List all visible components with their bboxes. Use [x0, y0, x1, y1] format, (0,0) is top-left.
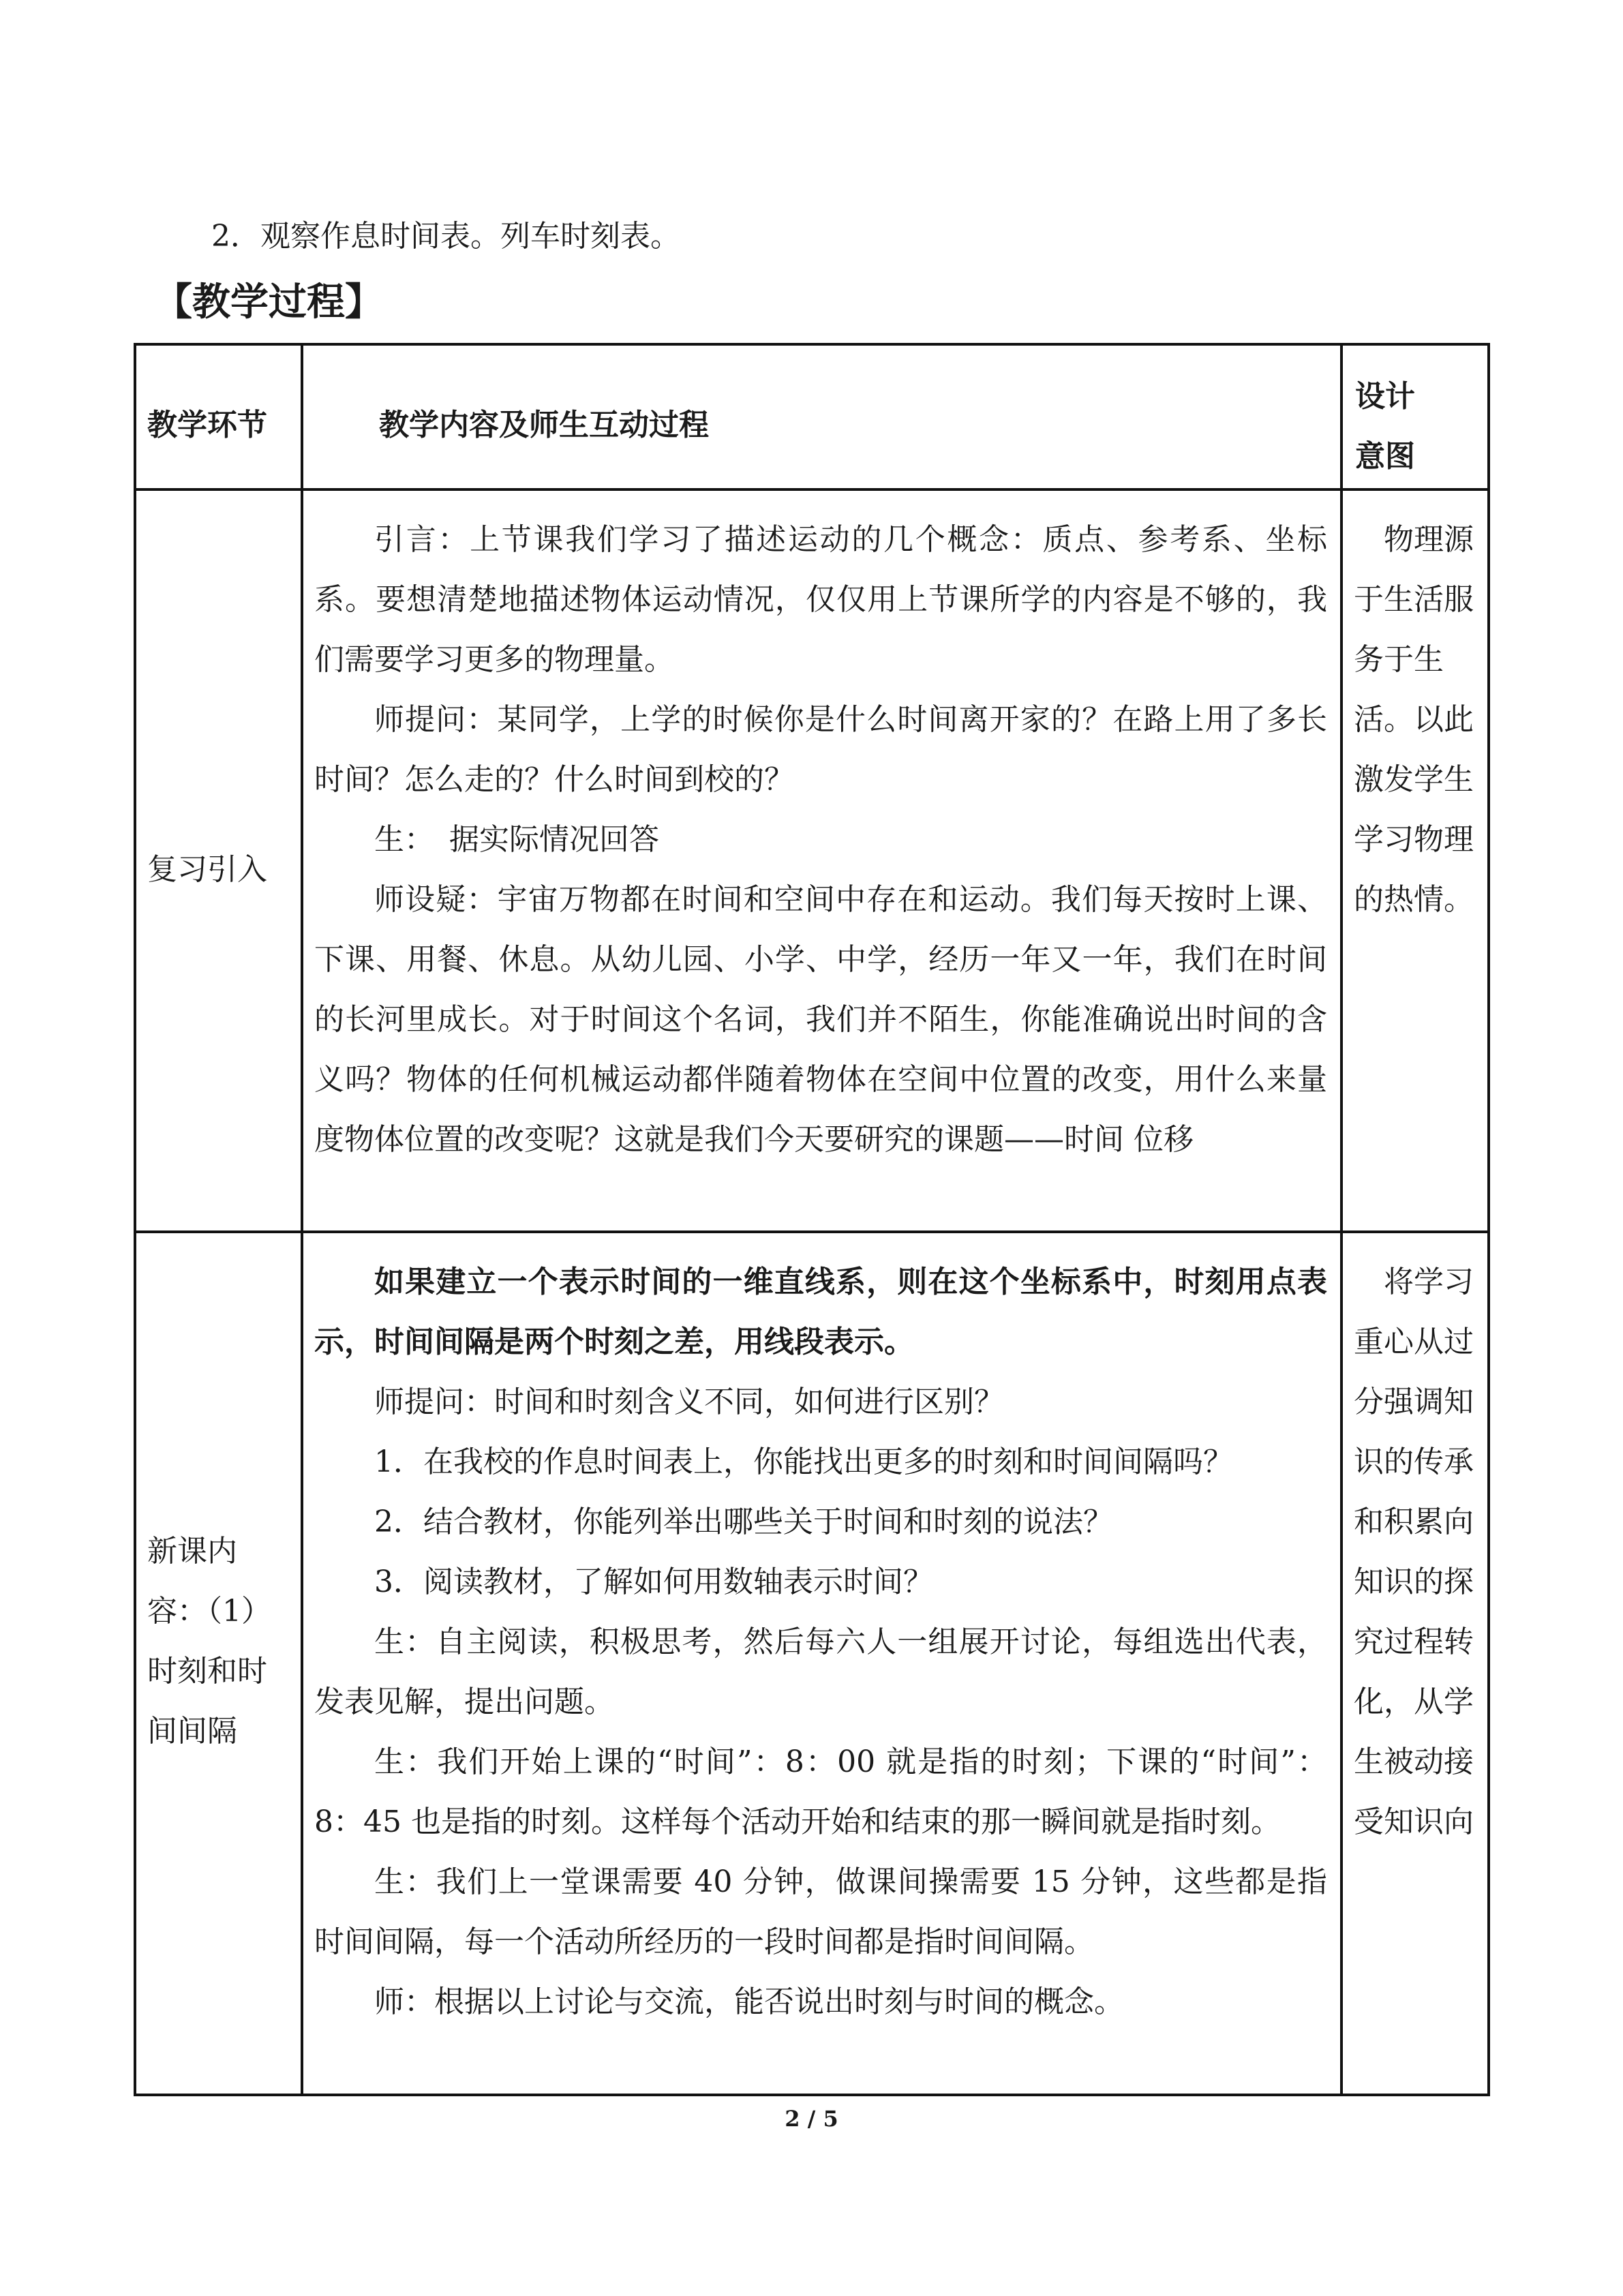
row2-content	[314, 1252, 1327, 2032]
row2-paragraph: 生：自主阅读，积极思考，然后每六人一组展开讨论，每组选出代表，发表见解，提出问题。	[314, 1625, 1327, 1719]
table-border-right	[1487, 343, 1490, 2096]
table-border-bottom	[134, 2094, 1490, 2096]
table-border-top	[134, 343, 1490, 346]
row2-paragraph: 3．阅读教材，了解如何用数轴表示时间？	[374, 1565, 933, 1599]
table-col-divider-2	[1340, 343, 1343, 2096]
row2-paragraph: 师：根据以上讨论与交流，能否说出时刻与时间的概念。	[374, 1984, 1124, 2019]
row1-design	[1354, 510, 1474, 930]
page-indicator: 2 / 5	[785, 2106, 838, 2132]
row2-paragraph-key-point: 如果建立一个表示时间的一维直线系，则在这个坐标系中，时刻用点表示，时间间隔是两个时刻之差，用线段表示。	[314, 1265, 1327, 1359]
section-title: 【教学过程】	[154, 280, 383, 324]
row1-paragraph: 引言：上节课我们学习了描述运动的几个概念：质点、参考系、坐标系。要想清楚地描述物体运动情况，仅仅用上节课所学的内容是不够的，我们需要学习更多的物理量。	[314, 522, 1327, 677]
row2-paragraph: 2．结合教材，你能列举出哪些关于时间和时刻的说法？	[374, 1505, 1113, 1539]
row1-paragraph: 师提问：某同学，上学的时候你是什么时间离开家的？在路上用了多长时间？怎么走的？什么时间到校的？	[314, 702, 1327, 797]
header-design-line1: 设计	[1355, 379, 1415, 414]
row1-design-text: 物理源于生活服务于生活。以此激发学生学习物理的热情。	[1354, 522, 1474, 917]
row2-design	[1354, 1252, 1474, 1852]
header-content: 教学内容及师生互动过程	[379, 408, 709, 442]
row2-design-text: 将学习重心从过分强调知识的传承和积累向知识的探究过程转化，从学生被动接受知识向	[1354, 1265, 1474, 1839]
table-row-divider	[134, 1230, 1490, 1233]
row1-content	[314, 510, 1327, 1170]
table-header-divider	[134, 488, 1490, 491]
header-design-line2: 意图	[1355, 439, 1415, 474]
row2-stage: 新课内容：（1）时刻和时间间隔	[147, 1534, 271, 1749]
intro-line: 2．观察作息时间表。列车时刻表。	[211, 219, 680, 254]
row1-stage: 复习引入	[147, 852, 267, 887]
row2-paragraph: 师提问：时间和时刻含义不同，如何进行区别？	[374, 1385, 1004, 1419]
header-design	[1355, 367, 1491, 487]
table-border-left	[134, 343, 136, 2096]
row2-paragraph: 生：我们上一堂课需要 40 分钟，做课间操需要 15 分钟，这些都是指时间间隔，每一个活动所经历的一段时间都是指时间间隔。	[314, 1864, 1327, 1959]
row1-paragraph: 生： 据实际情况回答	[374, 822, 659, 857]
table-col-divider-1	[301, 343, 303, 2096]
row2-paragraph: 生：我们开始上课的“时间”：8：00 就是指的时刻；下课的“时间”：8：45 也是指的时刻。这样每个活动开始和结束的那一瞬间就是指时刻。	[314, 1744, 1327, 1839]
header-stage: 教学环节	[147, 408, 267, 442]
row1-paragraph: 师设疑：宇宙万物都在时间和空间中存在和运动。我们每天按时上课、下课、用餐、休息。从幼儿园、小学、中学，经历一年又一年，我们在时间的长河里成长。对于时间这个名词，我们并不陌生，你能准确说出时间的含义吗？物体的任何机械运动都伴随着物体在空间中位置的改变，用什么来量度物体位置的改变呢？这就是我们今天要研究的课题——时间 位移	[314, 882, 1327, 1157]
row2-paragraph: 1．在我校的作息时间表上，你能找出更多的时刻和时间间隔吗？	[374, 1445, 1233, 1479]
